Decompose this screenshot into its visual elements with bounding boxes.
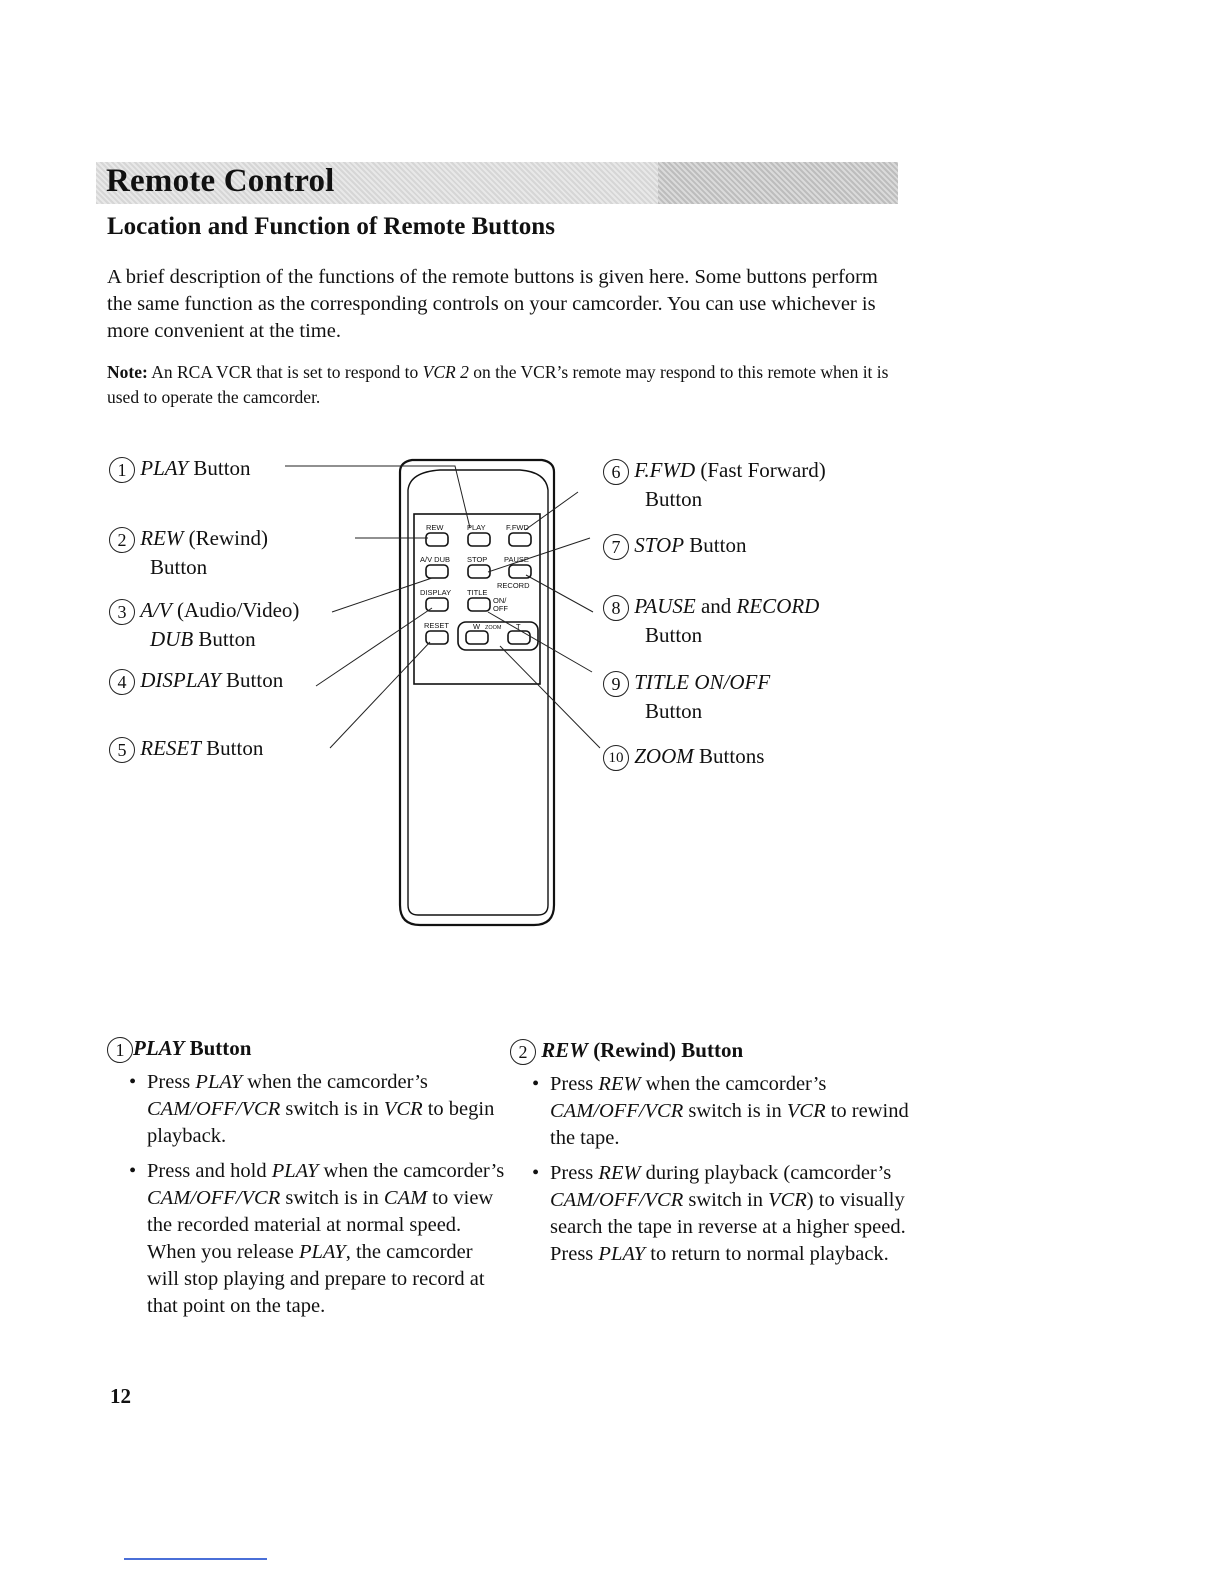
callout-7: [603, 531, 746, 560]
callout-9: [603, 668, 770, 725]
callout-rest: (Audio/Video): [171, 598, 300, 622]
callout-number: 1: [109, 457, 135, 483]
ffwd-button-shape[interactable]: [509, 533, 531, 546]
callout-number: 3: [109, 599, 135, 625]
rew-bullet-2: • Press REW during playback (camcorder’s CAM/OFF/VCR switch in VCR) to visually search the tape in reverse at a higher speed. Press PLAY to return to normal playback.: [510, 1160, 910, 1268]
avdub-button-shape[interactable]: [426, 565, 448, 578]
remote-label-ffwd: F.FWD: [506, 523, 529, 532]
callout-name: STOP: [634, 533, 685, 557]
zoom-t-button-shape[interactable]: [508, 631, 530, 644]
callout-name-2: RECORD: [736, 594, 820, 618]
remote-label-onoff-1: ON/: [493, 596, 507, 605]
callout-1: [109, 454, 251, 483]
play-section-heading: [107, 1036, 507, 1063]
callout-6: [603, 456, 826, 513]
rew-section-heading: [510, 1038, 910, 1065]
remote-label-play: PLAY: [467, 523, 486, 532]
callout-name: A/V: [140, 598, 172, 622]
section-title: Remote Control: [106, 163, 335, 199]
rew-bullets: [510, 1071, 910, 1268]
callout-name: REW: [140, 526, 184, 550]
callout-rest: (Rewind): [183, 526, 268, 550]
callout-line-2: Button: [150, 555, 208, 580]
leader-line-6: [525, 492, 578, 530]
callout-number: 7: [603, 534, 629, 560]
callout-line-2: Button: [645, 623, 703, 648]
callout-number: 10: [603, 745, 629, 771]
note-vcr2: VCR 2: [422, 362, 469, 382]
callout-number: 9: [603, 671, 629, 697]
title-button-shape[interactable]: [468, 598, 490, 611]
leader-line-5: [330, 642, 430, 748]
callout-line-2-rest: Button: [193, 627, 256, 652]
stop-button-shape[interactable]: [468, 565, 490, 578]
remote-label-display: DISPLAY: [420, 588, 452, 597]
section-rest: Button: [184, 1036, 252, 1060]
section-number: 1: [107, 1037, 133, 1063]
play-bullet-2: • Press and hold PLAY when the camcorder’s CAM/OFF/VCR switch is in CAM to view the recorded material at normal speed. When you release PLAY, the camcorder will stop playing and prepare to record at that point on the tape.: [107, 1158, 507, 1320]
play-bullet-1: • Press PLAY when the camcorder’s CAM/OFF/VCR switch is in VCR to begin playback.: [107, 1069, 507, 1150]
callout-number: 6: [603, 459, 629, 485]
callout-rest: Buttons: [693, 744, 765, 768]
callout-name: F.FWD: [634, 458, 696, 482]
callout-name: DISPLAY: [140, 668, 221, 692]
remote-label-rew: REW: [426, 523, 444, 532]
callout-name: PAUSE: [634, 594, 696, 618]
callout-rest: Button: [684, 533, 747, 557]
callout-rest: (Fast Forward): [695, 458, 826, 482]
rew-button-shape[interactable]: [426, 533, 448, 546]
callout-line-2: Button: [645, 487, 703, 512]
callout-number: 4: [109, 669, 135, 695]
remote-label-reset: RESET: [424, 621, 450, 630]
leader-line-1: [285, 466, 470, 528]
play-section: [107, 1036, 507, 1328]
callout-name: TITLE ON/OFF: [634, 670, 771, 694]
callout-number: 8: [603, 595, 629, 621]
footer-rule: [124, 1558, 267, 1560]
callout-5: [109, 734, 263, 763]
remote-inner-outline: [408, 470, 548, 915]
section-name: PLAY: [133, 1036, 185, 1060]
callout-name: RESET: [140, 736, 201, 760]
rew-bullet-1: • Press REW when the camcorder’s CAM/OFF/VCR switch is in VCR to rewind the tape.: [510, 1071, 910, 1152]
callout-10: [603, 742, 764, 771]
section-number: 2: [510, 1039, 536, 1065]
remote-label-onoff-2: OFF: [493, 604, 508, 613]
remote-label-zoom: ZOOM: [485, 625, 502, 631]
display-button-shape[interactable]: [426, 598, 448, 611]
play-button-shape[interactable]: [468, 533, 490, 546]
callout-mid: and: [695, 594, 737, 618]
callout-4: [109, 666, 283, 695]
remote-label-title: TITLE: [467, 588, 488, 597]
callout-rest: Button: [188, 456, 251, 480]
callout-name: PLAY: [140, 456, 189, 480]
remote-label-stop: STOP: [467, 555, 488, 564]
callout-rest: Button: [220, 668, 284, 692]
section-name: REW: [541, 1038, 588, 1062]
subheading: Location and Function of Remote Buttons: [107, 213, 555, 240]
callout-name: ZOOM: [634, 744, 694, 768]
play-bullets: [107, 1069, 507, 1320]
remote-label-t: T: [516, 622, 521, 631]
intro-paragraph: A brief description of the functions of the remote buttons is given here. Some buttons perform the same function as the corresponding controls on your camcorder. You can use whichever is more convenient at the time.: [107, 266, 878, 342]
callout-line-2: DUB: [150, 627, 194, 652]
leader-line-10: [500, 646, 600, 748]
callout-number: 2: [109, 527, 135, 553]
rew-section: [510, 1038, 910, 1276]
leader-line-3: [332, 578, 432, 612]
callout-rest: Button: [200, 736, 264, 760]
leader-line-8: [526, 575, 593, 612]
zoom-w-button-shape[interactable]: [466, 631, 488, 644]
callout-number: 5: [109, 737, 135, 763]
page-number: 12: [110, 1384, 131, 1408]
callout-8: [603, 592, 819, 649]
remote-label-record: RECORD: [497, 581, 530, 590]
note-label: Note:: [107, 362, 148, 382]
remote-label-w: W: [473, 622, 481, 631]
button-panel: [414, 514, 540, 684]
callout-3: [109, 596, 299, 653]
callout-2: [109, 524, 268, 581]
section-rest: (Rewind) Button: [587, 1038, 744, 1062]
callout-line-2: Button: [645, 699, 703, 724]
remote-label-pause: PAUSE: [504, 555, 529, 564]
remote-label-avdub: A/V DUB: [420, 555, 451, 564]
note-text-1: An RCA VCR that is set to respond to: [147, 362, 423, 382]
note-text-2: on the VCR’s remote may respond to this remote when it is used to operate the camcorder.: [107, 362, 889, 407]
